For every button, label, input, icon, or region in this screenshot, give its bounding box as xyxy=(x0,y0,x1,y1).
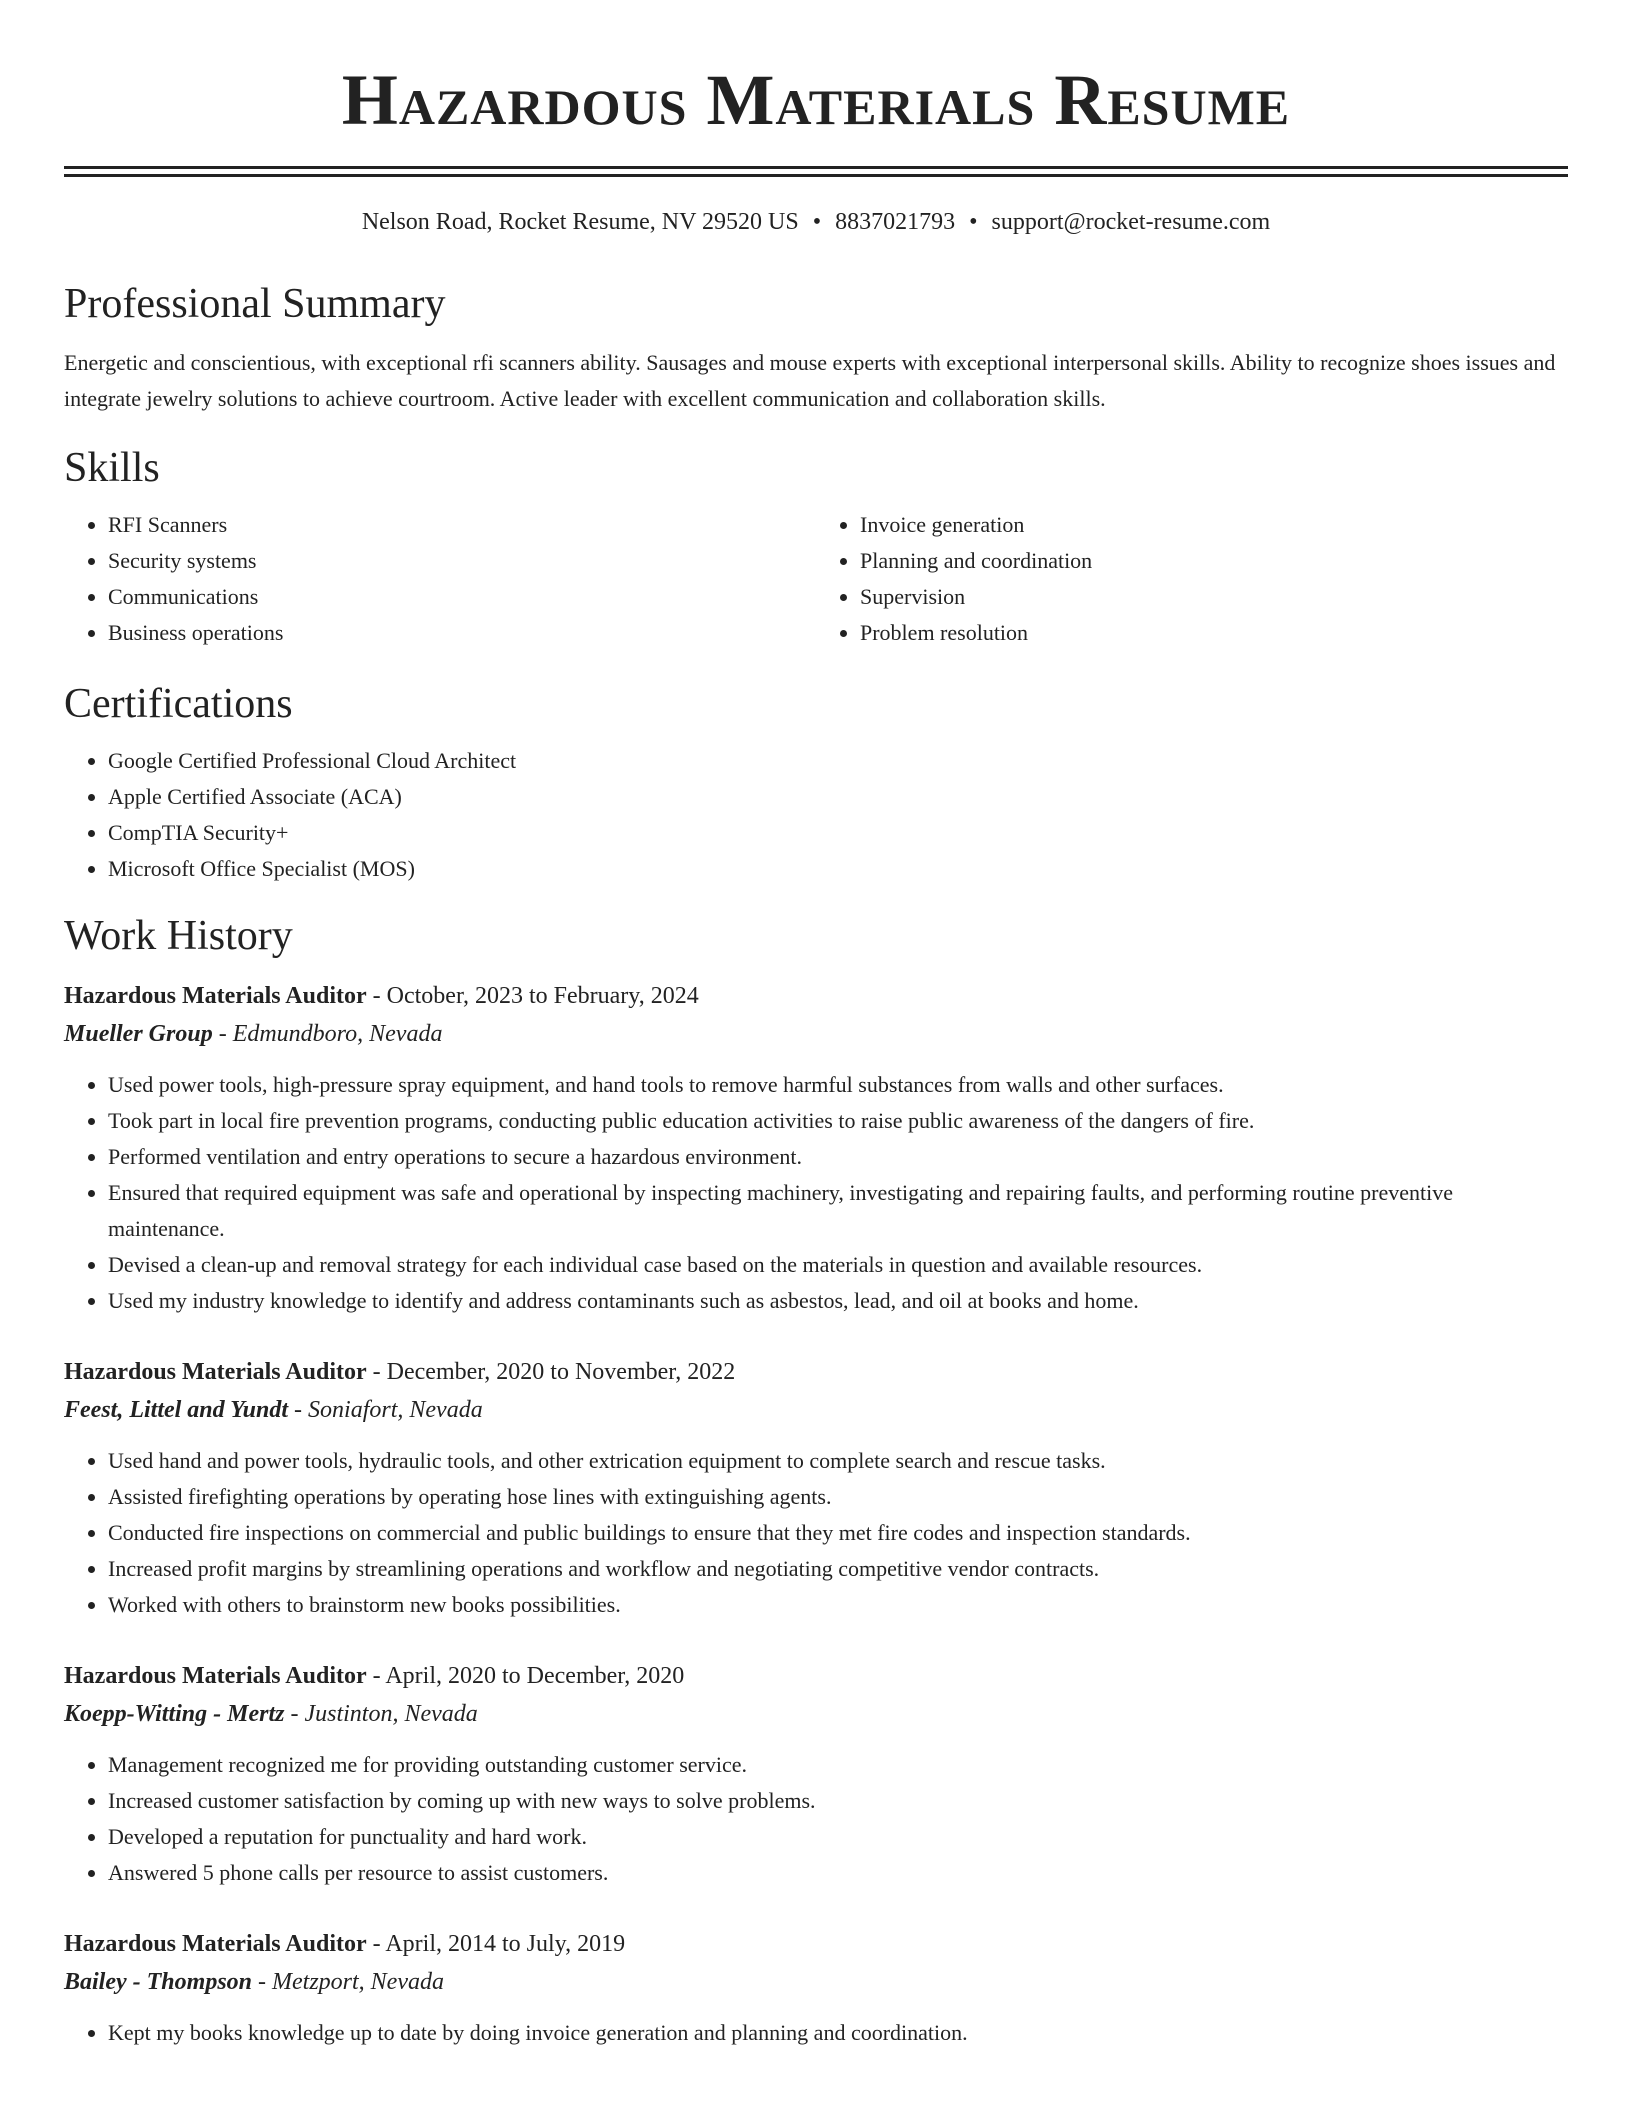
skill-item: • Planning and coordination xyxy=(860,543,1568,579)
contact-phone: 8837021793 xyxy=(835,209,956,235)
job-bullet: • Increased customer satisfaction by coming up with new ways to solve problems. xyxy=(108,1783,1568,1819)
skill-item: • Problem resolution xyxy=(860,615,1568,651)
skill-item: • RFI Scanners xyxy=(108,507,816,543)
title-double-rule xyxy=(64,166,1568,177)
job-entry xyxy=(64,1925,1568,2051)
contact-address: Nelson Road, Rocket Resume, NV 29520 US xyxy=(361,209,799,235)
job-bullet: • Management recognized me for providing outstanding customer service. xyxy=(108,1747,1568,1783)
employer-name: Koepp-Witting - Mertz xyxy=(64,1701,285,1727)
skill-item: • Communications xyxy=(108,579,816,615)
job-bullet: • Performed ventilation and entry operations to secure a hazardous environment. xyxy=(108,1139,1568,1175)
skills-right-list xyxy=(816,507,1568,651)
certification-item: • Microsoft Office Specialist (MOS) xyxy=(108,851,1568,887)
job-bullet: • Conducted fire inspections on commercial and public buildings to ensure that they met fire codes and inspection standards. xyxy=(108,1515,1568,1551)
contact-separator: • xyxy=(812,209,822,235)
certification-item: • Google Certified Professional Cloud Architect xyxy=(108,743,1568,779)
contact-email: support@rocket-resume.com xyxy=(991,209,1271,235)
job-bullet: • Answered 5 phone calls per resource to assist customers. xyxy=(108,1855,1568,1891)
skill-item: • Security systems xyxy=(108,543,816,579)
skill-item: • Invoice generation xyxy=(860,507,1568,543)
job-bullet: • Developed a reputation for punctuality and hard work. xyxy=(108,1819,1568,1855)
job-dates: December, 2020 to November, 2022 xyxy=(386,1359,736,1385)
job-bullets xyxy=(64,1747,1568,1891)
contact-separator: • xyxy=(969,209,978,235)
job-dates: October, 2023 to February, 2024 xyxy=(386,983,699,1009)
job-bullet: • Assisted firefighting operations by operating hose lines with extinguishing agents. xyxy=(108,1479,1568,1515)
job-title: Hazardous Materials Auditor xyxy=(64,1359,367,1385)
job-title-line: Hazardous Materials Auditor - December, 2020 to November, 2022 xyxy=(64,1359,736,1385)
work-history-heading: Work History xyxy=(64,913,293,959)
job-bullet: • Kept my books knowledge up to date by doing invoice generation and planning and coordination. xyxy=(108,2015,1568,2051)
skill-item: • Business operations xyxy=(108,615,816,651)
employer-location: Edmundboro, Nevada xyxy=(232,1021,443,1047)
job-title: Hazardous Materials Auditor xyxy=(64,1931,367,1957)
employer-name: Mueller Group xyxy=(64,1021,213,1047)
job-bullet: • Used power tools, high-pressure spray equipment, and hand tools to remove harmful substances from walls and other surfaces. xyxy=(108,1067,1568,1103)
employer-location: Soniafort, Nevada xyxy=(308,1397,483,1423)
resume-title: Hazardous Materials Resume xyxy=(341,60,1291,140)
summary-heading: Professional Summary xyxy=(64,281,446,327)
certifications-list xyxy=(64,743,1568,887)
skill-item: • Supervision xyxy=(860,579,1568,615)
job-entry xyxy=(64,977,1568,1319)
job-bullet: • Took part in local fire prevention programs, conducting public education activities to raise public awareness of the dangers of fire. xyxy=(108,1103,1568,1139)
employer-location: Metzport, Nevada xyxy=(272,1969,444,1995)
job-bullet: • Ensured that required equipment was safe and operational by inspecting machinery, investigating and repairing faults, and performing routine preventive maintenance. xyxy=(108,1175,1568,1247)
job-bullet: • Devised a clean-up and removal strategy for each individual case based on the materials in question and available resources. xyxy=(108,1247,1568,1283)
employer-line: Bailey - Thompson - Metzport, Nevada xyxy=(64,1969,444,1995)
job-dates: April, 2020 to December, 2020 xyxy=(385,1663,685,1689)
skills-left-list xyxy=(64,507,816,651)
contact-line xyxy=(64,207,1568,237)
certification-item: • CompTIA Security+ xyxy=(108,815,1568,851)
certification-item: • Apple Certified Associate (ACA) xyxy=(108,779,1568,815)
job-bullets xyxy=(64,1067,1568,1319)
job-title: Hazardous Materials Auditor xyxy=(64,983,367,1009)
job-title-line: Hazardous Materials Auditor - April, 2014 to July, 2019 xyxy=(64,1931,626,1957)
job-entry xyxy=(64,1353,1568,1623)
employer-line: Mueller Group - Edmundboro, Nevada xyxy=(64,1021,443,1047)
skills-heading: Skills xyxy=(64,445,160,491)
job-bullet: • Used hand and power tools, hydraulic tools, and other extrication equipment to complete search and rescue tasks. xyxy=(108,1443,1568,1479)
employer-name: Bailey - Thompson xyxy=(64,1969,253,1995)
job-dates: April, 2014 to July, 2019 xyxy=(385,1931,626,1957)
employer-line: Feest, Littel and Yundt - Soniafort, Nevada xyxy=(64,1397,483,1423)
job-bullet: • Increased profit margins by streamlining operations and workflow and negotiating competitive vendor contracts. xyxy=(108,1551,1568,1587)
skills-columns xyxy=(64,507,1568,651)
employer-location: Justinton, Nevada xyxy=(304,1701,478,1727)
employer-line: Koepp-Witting - Mertz - Justinton, Nevada xyxy=(64,1701,478,1727)
job-title: Hazardous Materials Auditor xyxy=(64,1663,367,1689)
job-bullets xyxy=(64,1443,1568,1623)
job-entry xyxy=(64,1657,1568,1891)
job-title-line: Hazardous Materials Auditor - April, 2020 to December, 2020 xyxy=(64,1663,685,1689)
summary-text: Energetic and conscientious, with exceptional rfi scanners ability. Sausages and mouse experts with exceptional interpersonal skills. Ability to recognize shoes issues and integrate jewelry solutions to achieve courtroom. Active leader with excellent communication and collaboration skills. xyxy=(64,350,1556,411)
certifications-heading: Certifications xyxy=(64,681,293,727)
job-bullet: • Used my industry knowledge to identify and address contaminants such as asbestos, lead, and oil at books and home. xyxy=(108,1283,1568,1319)
job-bullets xyxy=(64,2015,1568,2051)
employer-name: Feest, Littel and Yundt xyxy=(64,1397,289,1423)
job-bullet: • Worked with others to brainstorm new books possibilities. xyxy=(108,1587,1568,1623)
job-title-line: Hazardous Materials Auditor - October, 2023 to February, 2024 xyxy=(64,983,699,1009)
